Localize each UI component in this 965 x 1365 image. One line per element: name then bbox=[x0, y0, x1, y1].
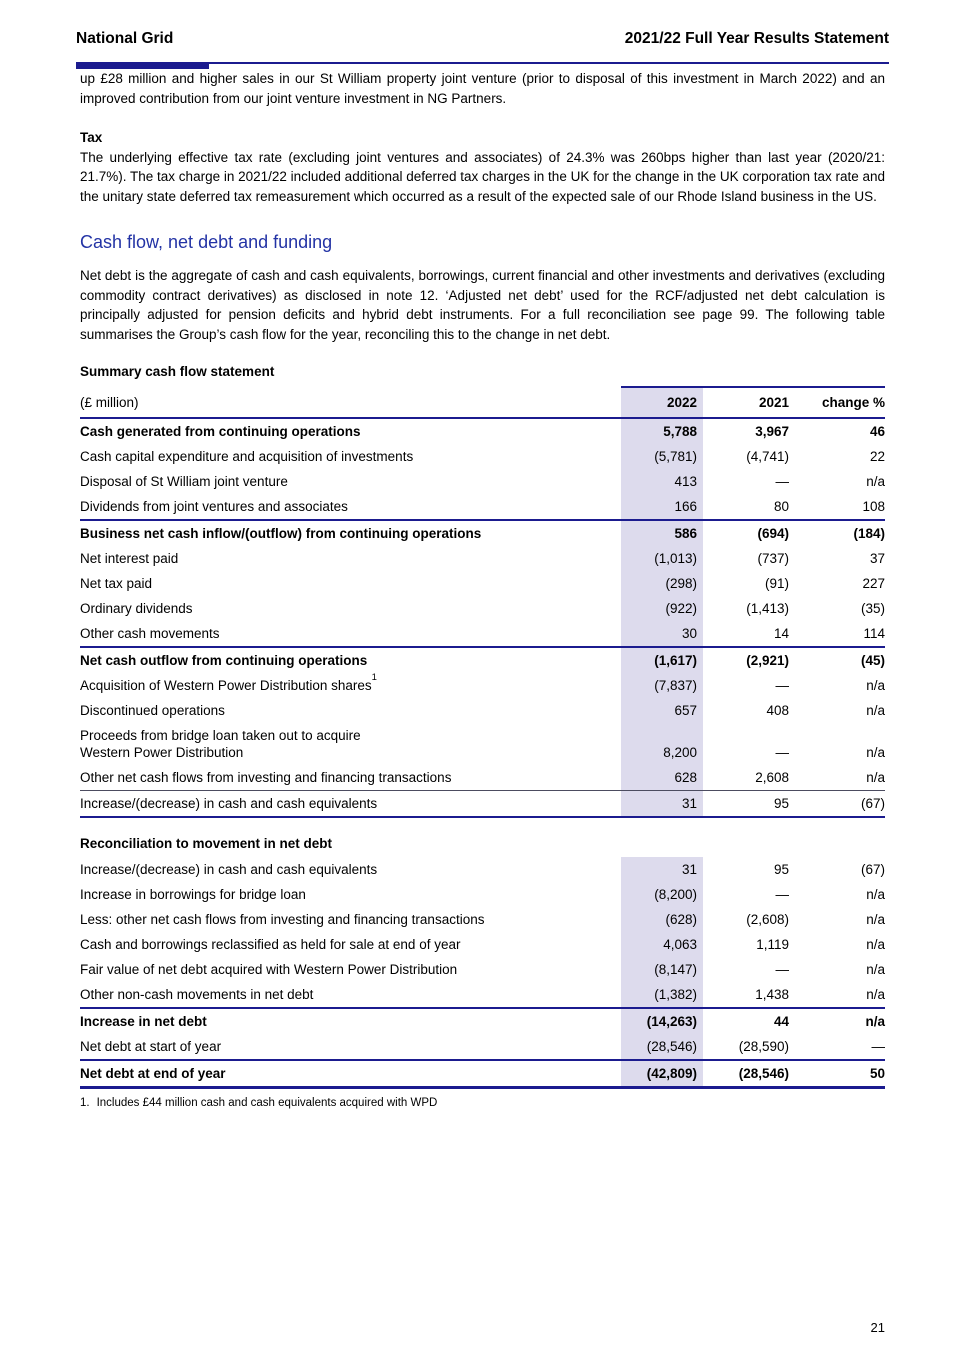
cell-change: 37 bbox=[869, 550, 885, 566]
table-row bbox=[80, 1060, 885, 1088]
page-header bbox=[0, 0, 965, 48]
table-row bbox=[80, 857, 885, 882]
cell-change: (67) bbox=[789, 791, 885, 818]
table-row bbox=[80, 698, 885, 723]
cell-2022: 586 bbox=[621, 520, 703, 546]
cell-2021: (2,921) bbox=[703, 647, 789, 673]
cell-2021: — bbox=[775, 677, 789, 693]
table-row bbox=[80, 520, 885, 546]
cell-change: 108 bbox=[862, 498, 885, 514]
cell-2022: (1,013) bbox=[621, 546, 703, 571]
cell-change: n/a bbox=[866, 886, 885, 902]
cell-2021: 80 bbox=[773, 498, 789, 514]
table-row bbox=[80, 494, 885, 520]
cell-2022: (28,546) bbox=[621, 1034, 703, 1060]
document-title: 2021/22 Full Year Results Statement bbox=[624, 30, 889, 47]
table-row bbox=[80, 647, 885, 673]
intro-paragraph: up £28 million and higher sales in our St William property joint venture (prior to disposal of this investment in March 2022) and an improved contribution from our joint venture investment in NG Partners. bbox=[80, 71, 885, 106]
cell-2021: 1,438 bbox=[755, 986, 789, 1002]
cell-change: n/a bbox=[866, 769, 885, 785]
table-row bbox=[80, 546, 885, 571]
header-rule bbox=[76, 62, 889, 69]
row-label: Other net cash flows from investing and financing transactions bbox=[80, 769, 452, 785]
table-row bbox=[80, 596, 885, 621]
cashflow-table bbox=[80, 386, 885, 818]
table-row bbox=[80, 469, 885, 494]
cell-2022: (628) bbox=[621, 907, 703, 932]
cell-2022: 628 bbox=[621, 765, 703, 791]
cell-2021: (1,413) bbox=[746, 600, 789, 616]
row-label: Less: other net cash flows from investing and financing transactions bbox=[80, 911, 485, 927]
row-label: Business net cash inflow/(outflow) from continuing operations bbox=[80, 520, 621, 546]
table-row bbox=[80, 673, 885, 698]
row-label: Discontinued operations bbox=[80, 702, 225, 718]
table-row bbox=[80, 1008, 885, 1034]
footnote-text: Includes £44 million cash and cash equivalents acquired with WPD bbox=[96, 1097, 438, 1109]
header-rule-accent bbox=[76, 62, 209, 69]
cell-change: (67) bbox=[860, 861, 885, 877]
table-row bbox=[80, 418, 885, 444]
cell-change: 114 bbox=[863, 625, 885, 641]
cell-2021: 408 bbox=[766, 702, 789, 718]
cell-2022: 8,200 bbox=[621, 723, 703, 765]
cell-change: n/a bbox=[866, 961, 885, 977]
row-label: Cash generated from continuing operations bbox=[80, 423, 361, 439]
cell-2021: 3,967 bbox=[755, 423, 789, 439]
footnote-marker: 1. bbox=[80, 1097, 90, 1109]
cell-2022: 31 bbox=[621, 791, 703, 818]
row-label: Ordinary dividends bbox=[80, 600, 193, 616]
cell-2022: (8,200) bbox=[621, 882, 703, 907]
cell-2021: (694) bbox=[703, 520, 789, 546]
footnote-ref: 1 bbox=[371, 672, 377, 683]
cell-2022: 166 bbox=[621, 494, 703, 520]
col-header-change: change % bbox=[789, 387, 885, 418]
table-row bbox=[80, 932, 885, 957]
cashflow-section-heading: Cash flow, net debt and funding bbox=[80, 232, 333, 252]
cell-change: n/a bbox=[866, 911, 885, 927]
cell-2021: (28,546) bbox=[703, 1060, 789, 1088]
row-label: Net debt at end of year bbox=[80, 1060, 621, 1088]
reconciliation-heading: Reconciliation to movement in net debt bbox=[80, 836, 333, 851]
cell-2022: 31 bbox=[621, 857, 703, 882]
table-row bbox=[80, 621, 885, 647]
cell-2021: 44 bbox=[703, 1008, 789, 1034]
cell-2022: (922) bbox=[621, 596, 703, 621]
row-label: Increase/(decrease) in cash and cash equivalents bbox=[80, 791, 621, 818]
cell-2022: (5,781) bbox=[621, 444, 703, 469]
table-row bbox=[80, 957, 885, 982]
cell-2022: 5,788 bbox=[621, 418, 703, 444]
col-header-2022: 2022 bbox=[621, 387, 703, 418]
cell-change: 46 bbox=[869, 423, 885, 439]
footnote bbox=[80, 1097, 885, 1109]
table-row bbox=[80, 571, 885, 596]
cell-2022: 30 bbox=[621, 621, 703, 647]
row-label: Net debt at start of year bbox=[80, 1038, 222, 1054]
cell-2022: (1,382) bbox=[621, 982, 703, 1008]
cell-change: n/a bbox=[866, 702, 885, 718]
cell-change: 227 bbox=[862, 575, 885, 591]
cell-2022: 413 bbox=[621, 469, 703, 494]
cell-change: — bbox=[871, 1038, 885, 1054]
row-label: Acquisition of Western Power Distribution shares$^1$ bbox=[80, 672, 377, 693]
row-label: Other cash movements bbox=[80, 625, 220, 641]
cell-2021: — bbox=[775, 744, 789, 760]
cell-2022: (7,837) bbox=[621, 673, 703, 698]
row-label-line2: Western Power Distribution bbox=[80, 744, 244, 760]
cell-2022: 4,063 bbox=[621, 932, 703, 957]
table-row bbox=[80, 444, 885, 469]
cell-change: (45) bbox=[789, 647, 885, 673]
row-label: Increase in net debt bbox=[80, 1008, 621, 1034]
cell-change: 22 bbox=[869, 448, 885, 464]
cell-change: n/a bbox=[866, 677, 885, 693]
cell-change: 50 bbox=[789, 1060, 885, 1088]
row-label: Increase in borrowings for bridge loan bbox=[80, 886, 306, 902]
row-label: Net cash outflow from continuing operations bbox=[80, 647, 621, 673]
row-label: Net interest paid bbox=[80, 550, 179, 566]
cell-2021: — bbox=[775, 886, 789, 902]
cell-change: n/a bbox=[866, 986, 885, 1002]
table-title: Summary cash flow statement bbox=[80, 364, 275, 379]
cell-2022: (14,263) bbox=[621, 1008, 703, 1034]
col-header-2021: 2021 bbox=[703, 387, 789, 418]
row-label: Fair value of net debt acquired with Western Power Distribution bbox=[80, 961, 458, 977]
cell-2022: (298) bbox=[621, 571, 703, 596]
page-number: 21 bbox=[870, 1320, 885, 1335]
cell-2021: — bbox=[775, 473, 789, 489]
cell-2021: 95 bbox=[773, 861, 789, 877]
row-label: Increase/(decrease) in cash and cash equivalents bbox=[80, 861, 378, 877]
cell-2021: 2,608 bbox=[755, 769, 789, 785]
cashflow-paragraph: Net debt is the aggregate of cash and cash equivalents, borrowings, current financial and other investments and derivatives (excluding commodity contract derivatives) as disclosed in note 12. ‘Adjusted net debt’ used for the RCF/adjusted net debt calculation is principally adjusted for pension deficits and hybrid debt instruments. For a full reconciliation see page 99. The following table summarises the Group’s cash flow for the year, reconciling this to the change in net debt. bbox=[80, 268, 885, 342]
tax-paragraph: The underlying effective tax rate (excluding joint ventures and associates) of 24.3% was 260bps higher than last year (2020/21: 21.7%). The tax charge in 2021/22 included additional deferred tax charges in the UK for the change in the UK corporation tax rate and the unitary state deferred tax remeasurement which occurred as a result of the expected sale of our Rhode Island business in the US. bbox=[80, 149, 886, 204]
reconciliation-table bbox=[80, 857, 885, 1089]
cell-change: n/a bbox=[866, 473, 885, 489]
page-content bbox=[0, 69, 965, 1109]
table-row bbox=[80, 907, 885, 932]
row-label: Cash and borrowings reclassified as held for sale at end of year bbox=[80, 936, 461, 952]
cell-2021: 95 bbox=[703, 791, 789, 818]
table-row bbox=[80, 765, 885, 791]
table-row bbox=[80, 1034, 885, 1060]
cell-2021: (91) bbox=[764, 575, 789, 591]
cell-change: (184) bbox=[789, 520, 885, 546]
cell-change: n/a bbox=[866, 744, 885, 760]
row-label: Disposal of St William joint venture bbox=[80, 473, 288, 489]
tax-heading: Tax bbox=[80, 130, 103, 145]
table-header-row bbox=[80, 387, 885, 418]
cell-2022: (8,147) bbox=[621, 957, 703, 982]
cell-change: n/a bbox=[789, 1008, 885, 1034]
cell-2021: 1,119 bbox=[756, 936, 789, 952]
cell-2021: 14 bbox=[773, 625, 789, 641]
cell-2022: 657 bbox=[621, 698, 703, 723]
row-label: Proceeds from bridge loan taken out to acquire Western Power Distribution bbox=[80, 723, 621, 765]
table-row bbox=[80, 982, 885, 1008]
company-name: National Grid bbox=[76, 30, 174, 47]
cell-2022: (42,809) bbox=[621, 1060, 703, 1088]
row-label: Net tax paid bbox=[80, 575, 153, 591]
cell-2021: (4,741) bbox=[746, 448, 789, 464]
table-row bbox=[80, 882, 885, 907]
row-label: Other non-cash movements in net debt bbox=[80, 986, 314, 1002]
table-row bbox=[80, 791, 885, 818]
col-header-unit: (£ million) bbox=[80, 387, 621, 418]
cell-2021: (2,608) bbox=[746, 911, 789, 927]
cell-2021: (28,590) bbox=[738, 1038, 789, 1054]
table-row bbox=[80, 723, 885, 765]
cell-2022: (1,617) bbox=[621, 647, 703, 673]
row-label: Cash capital expenditure and acquisition of investments bbox=[80, 448, 414, 464]
cell-2021: — bbox=[775, 961, 789, 977]
cell-change: n/a bbox=[866, 936, 885, 952]
cell-change: (35) bbox=[860, 600, 885, 616]
row-label: Dividends from joint ventures and associates bbox=[80, 498, 348, 514]
cell-2021: (737) bbox=[757, 550, 789, 566]
